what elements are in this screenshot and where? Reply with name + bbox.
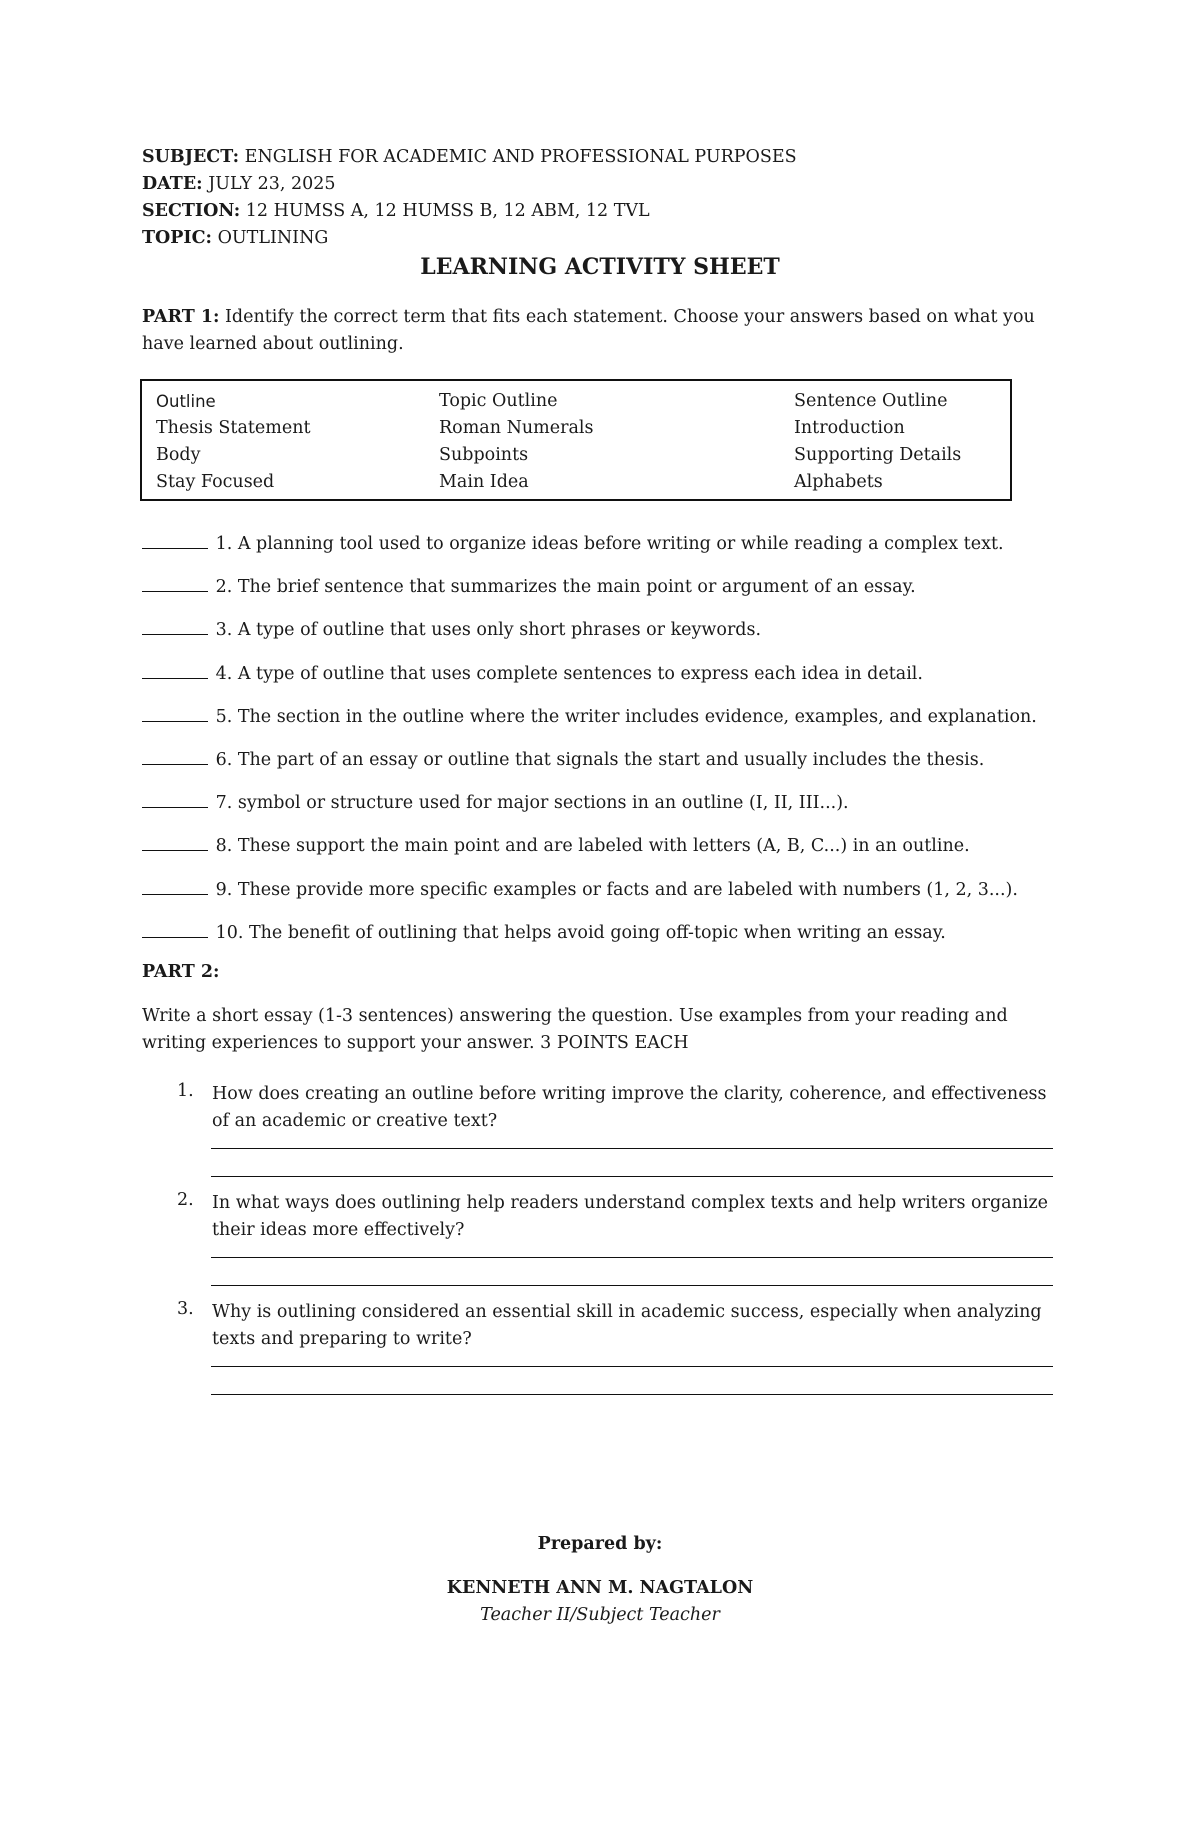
date-line: DATE: JULY 23, 2025	[142, 174, 336, 194]
word-bank-box	[140, 379, 1012, 501]
answer-line[interactable]	[211, 1176, 1053, 1177]
list-item: 6. The part of an essay or outline that signals the start and usually includes the thesis.	[142, 746, 1062, 789]
answer-line[interactable]	[211, 1394, 1053, 1395]
answer-line[interactable]	[211, 1366, 1053, 1367]
word-bank-term: Stay Focused	[156, 472, 275, 492]
word-bank-term: Introduction	[794, 418, 905, 438]
section-line: SECTION: 12 HUMSS A, 12 HUMSS B, 12 ABM, 12 TVL	[142, 201, 650, 221]
part2-heading: PART 2:	[142, 962, 220, 982]
answer-blank[interactable]	[142, 573, 208, 592]
list-item: 5. The section in the outline where the writer includes evidence, examples, and explanation.	[142, 703, 1062, 746]
answer-line[interactable]	[211, 1257, 1053, 1258]
answer-blank[interactable]	[142, 919, 208, 938]
teacher-name: KENNETH ANN M. NAGTALON	[446, 1578, 754, 1598]
list-item: 4. A type of outline that uses complete sentences to express each idea in detail.	[142, 660, 1062, 703]
word-bank-term: Supporting Details	[794, 445, 962, 465]
prepared-by-label: Prepared by:	[537, 1534, 663, 1554]
answer-blank[interactable]	[142, 876, 208, 895]
answer-blank[interactable]	[142, 660, 208, 679]
page-title: LEARNING ACTIVITY SHEET	[420, 254, 780, 280]
teacher-position: Teacher II/Subject Teacher	[480, 1605, 720, 1625]
list-item: 7. symbol or structure used for major sections in an outline (I, II, III...).	[142, 789, 1062, 832]
list-item: 10. The benefit of outlining that helps avoid going off-topic when writing an essay.	[142, 919, 1062, 962]
list-item: 9. These provide more specific examples or facts and are labeled with numbers (1, 2, 3...).	[142, 876, 1062, 919]
list-item: 1. A planning tool used to organize ideas before writing or while reading a complex text.	[142, 530, 1062, 573]
answer-blank[interactable]	[142, 703, 208, 722]
list-item: 3. A type of outline that uses only short phrases or keywords.	[142, 616, 1062, 659]
list-item: 8. These support the main point and are labeled with letters (A, B, C...) in an outline.	[142, 832, 1062, 875]
word-bank-term: Subpoints	[439, 445, 529, 465]
topic-line: TOPIC: OUTLINING	[142, 228, 329, 248]
question-text: How does creating an outline before writing improve the clarity, coherence, and effectiveness of an academic or creative text?	[212, 1084, 1047, 1131]
question-number: 2.	[177, 1190, 194, 1210]
question-number: 3.	[177, 1299, 194, 1319]
part2-instructions: Write a short essay (1-3 sentences) answering the question. Use examples from your reading and writing experiences to support your answer. 3 POINTS EACH	[142, 1006, 1008, 1053]
answer-line[interactable]	[211, 1285, 1053, 1286]
word-bank-term: Alphabets	[794, 472, 883, 492]
sheet-header	[142, 144, 797, 252]
question-text: Why is outlining considered an essential skill in academic success, especially when analyzing texts and preparing to write?	[212, 1302, 1042, 1349]
question-text: In what ways does outlining help readers understand complex texts and help writers organize their ideas more effectively?	[212, 1193, 1049, 1240]
word-bank-term: Main Idea	[439, 472, 529, 492]
word-bank-term: Roman Numerals	[439, 418, 594, 438]
answer-blank[interactable]	[142, 832, 208, 851]
list-item: 2. The brief sentence that summarizes the main point or argument of an essay.	[142, 573, 1062, 616]
word-bank-term: Thesis Statement	[156, 418, 311, 438]
answer-blank[interactable]	[142, 530, 208, 549]
answer-blank[interactable]	[142, 616, 208, 635]
word-bank-term: Outline	[156, 392, 216, 411]
answer-blank[interactable]	[142, 746, 208, 765]
answer-blank[interactable]	[142, 789, 208, 808]
part1-instructions: PART 1: Identify the correct term that fits each statement. Choose your answers based on what you have learned about outlining.	[142, 307, 1035, 354]
word-bank-term: Sentence Outline	[794, 391, 948, 411]
answer-line[interactable]	[211, 1148, 1053, 1149]
subject-line: SUBJECT: ENGLISH FOR ACADEMIC AND PROFESSIONAL PURPOSES	[142, 147, 797, 167]
identification-items	[142, 530, 1062, 962]
word-bank-term: Body	[156, 445, 201, 465]
word-bank-term: Topic Outline	[439, 391, 558, 411]
question-number: 1.	[177, 1081, 194, 1101]
